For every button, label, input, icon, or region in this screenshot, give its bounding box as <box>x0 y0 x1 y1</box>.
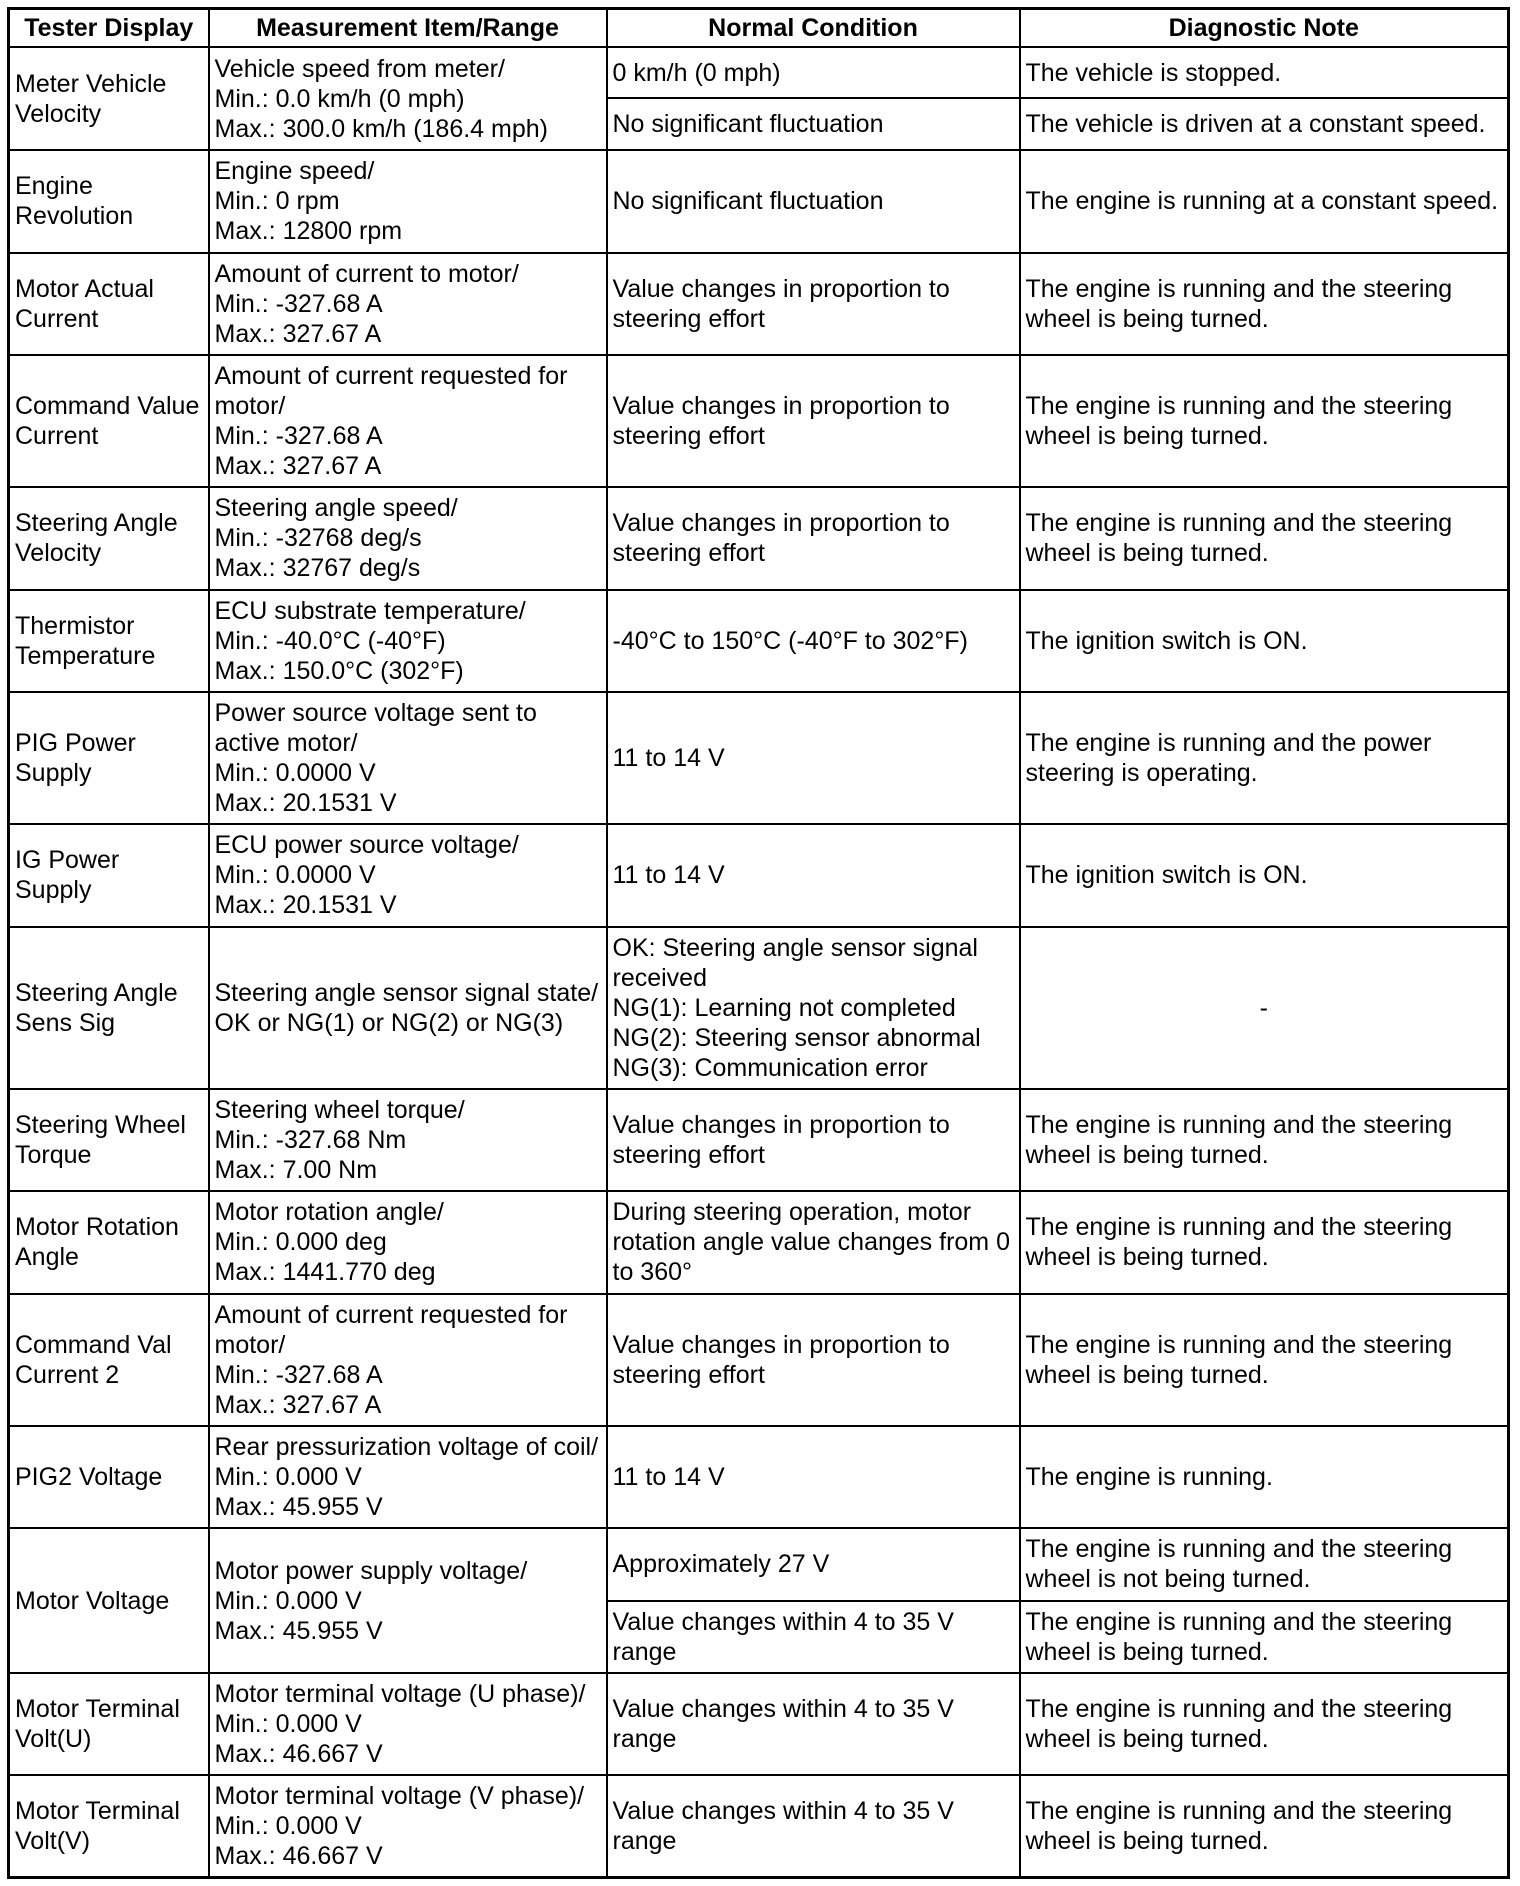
normal-condition-cell: Value changes within 4 to 35 V range <box>607 1601 1020 1673</box>
table-body <box>9 47 1509 1878</box>
measurement-item-cell: Power source voltage sent to active motor/ Min.: 0.0000 V Max.: 20.1531 V <box>209 692 607 824</box>
table-row <box>9 253 1509 355</box>
header-diagnostic-note: Diagnostic Note <box>1020 9 1509 48</box>
normal-condition-cell: Value changes in proportion to steering effort <box>607 355 1020 487</box>
normal-condition-cell: 11 to 14 V <box>607 692 1020 824</box>
diagnostic-note-cell: The ignition switch is ON. <box>1020 590 1509 692</box>
normal-condition-cell: Value changes in proportion to steering effort <box>607 1089 1020 1191</box>
tester-display-cell: Engine Revolution <box>9 150 209 252</box>
header-normal-condition: Normal Condition <box>607 9 1020 48</box>
diagnostic-note-cell: The engine is running and the steering wheel is being turned. <box>1020 1601 1509 1673</box>
tester-display-cell: IG Power Supply <box>9 824 209 926</box>
measurement-item-cell: Amount of current requested for motor/ Min.: -327.68 A Max.: 327.67 A <box>209 355 607 487</box>
normal-condition-cell: No significant fluctuation <box>607 150 1020 252</box>
normal-condition-cell: Value changes in proportion to steering effort <box>607 1294 1020 1426</box>
tester-display-cell: Steering Angle Sens Sig <box>9 927 209 1089</box>
tester-display-cell: Motor Voltage <box>9 1528 209 1672</box>
measurement-item-cell: Amount of current to motor/ Min.: -327.68 A Max.: 327.67 A <box>209 253 607 355</box>
measurement-item-cell: ECU power source voltage/ Min.: 0.0000 V Max.: 20.1531 V <box>209 824 607 926</box>
diagnostic-note-cell: The engine is running and the steering wheel is being turned. <box>1020 1775 1509 1877</box>
diagnostic-note-cell: The engine is running and the steering wheel is being turned. <box>1020 1089 1509 1191</box>
table-row <box>9 1775 1509 1877</box>
tester-display-cell: Command Val Current 2 <box>9 1294 209 1426</box>
normal-condition-cell: Value changes within 4 to 35 V range <box>607 1775 1020 1877</box>
tester-display-cell: Command Value Current <box>9 355 209 487</box>
table-row <box>9 692 1509 824</box>
normal-condition-cell: Approximately 27 V <box>607 1528 1020 1600</box>
table-row <box>9 1528 1509 1600</box>
table-row <box>9 355 1509 487</box>
normal-condition-cell: Value changes within 4 to 35 V range <box>607 1673 1020 1775</box>
measurement-item-cell: Amount of current requested for motor/ Min.: -327.68 A Max.: 327.67 A <box>209 1294 607 1426</box>
measurement-item-cell: Vehicle speed from meter/ Min.: 0.0 km/h (0 mph) Max.: 300.0 km/h (186.4 mph) <box>209 47 607 150</box>
tester-display-cell: Steering Wheel Torque <box>9 1089 209 1191</box>
normal-condition-cell: 11 to 14 V <box>607 1426 1020 1528</box>
tester-display-cell: Steering Angle Velocity <box>9 487 209 589</box>
normal-condition-cell: OK: Steering angle sensor signal received NG(1): Learning not completed NG(2): Steering sensor abnormal NG(3): Communication error <box>607 927 1020 1089</box>
header-measurement-item: Measurement Item/Range <box>209 9 607 48</box>
measurement-item-cell: Motor rotation angle/ Min.: 0.000 deg Max.: 1441.770 deg <box>209 1191 607 1293</box>
diagnostic-note-cell: The engine is running and the steering wheel is being turned. <box>1020 487 1509 589</box>
measurement-item-cell: Motor terminal voltage (U phase)/ Min.: 0.000 V Max.: 46.667 V <box>209 1673 607 1775</box>
normal-condition-cell: During steering operation, motor rotation angle value changes from 0 to 360° <box>607 1191 1020 1293</box>
tester-display-cell: Motor Terminal Volt(V) <box>9 1775 209 1877</box>
measurement-item-cell: Steering angle sensor signal state/ OK or NG(1) or NG(2) or NG(3) <box>209 927 607 1089</box>
measurement-item-cell: Rear pressurization voltage of coil/ Min.: 0.000 V Max.: 45.955 V <box>209 1426 607 1528</box>
normal-condition-cell: Value changes in proportion to steering effort <box>607 487 1020 589</box>
measurement-item-cell: Motor power supply voltage/ Min.: 0.000 V Max.: 45.955 V <box>209 1528 607 1672</box>
measurement-item-cell: Steering angle speed/ Min.: -32768 deg/s Max.: 32767 deg/s <box>209 487 607 589</box>
diagnostic-note-cell: The engine is running. <box>1020 1426 1509 1528</box>
table-row <box>9 1426 1509 1528</box>
tester-display-cell: Motor Actual Current <box>9 253 209 355</box>
diagnostic-note-cell: The ignition switch is ON. <box>1020 824 1509 926</box>
diagnostic-note-cell: The engine is running and the power steering is operating. <box>1020 692 1509 824</box>
tester-display-cell: Thermistor Temperature <box>9 590 209 692</box>
tester-display-cell: PIG2 Voltage <box>9 1426 209 1528</box>
table-row <box>9 1191 1509 1293</box>
diagnostic-note-cell: The engine is running and the steering wheel is being turned. <box>1020 1673 1509 1775</box>
header-tester-display: Tester Display <box>9 9 209 48</box>
normal-condition-cell: Value changes in proportion to steering effort <box>607 253 1020 355</box>
diagnostic-note-cell: The vehicle is stopped. <box>1020 47 1509 98</box>
header-row <box>9 9 1509 48</box>
table-row <box>9 824 1509 926</box>
diagnostic-note-cell: The engine is running at a constant speed. <box>1020 150 1509 252</box>
diagnostic-note-cell: The engine is running and the steering wheel is being turned. <box>1020 355 1509 487</box>
normal-condition-cell: 11 to 14 V <box>607 824 1020 926</box>
diagnostic-note-cell: The engine is running and the steering wheel is being turned. <box>1020 253 1509 355</box>
measurement-item-cell: Motor terminal voltage (V phase)/ Min.: 0.000 V Max.: 46.667 V <box>209 1775 607 1877</box>
diagnostic-note-cell: The engine is running and the steering wheel is being turned. <box>1020 1191 1509 1293</box>
table-row <box>9 590 1509 692</box>
tester-display-cell: Motor Terminal Volt(U) <box>9 1673 209 1775</box>
table-row <box>9 150 1509 252</box>
tester-display-cell: Meter Vehicle Velocity <box>9 47 209 150</box>
diagnostic-note-cell: The engine is running and the steering wheel is being turned. <box>1020 1294 1509 1426</box>
tester-display-cell: PIG Power Supply <box>9 692 209 824</box>
table-row <box>9 487 1509 589</box>
diagnostic-note-cell: The vehicle is driven at a constant speed. <box>1020 98 1509 150</box>
measurement-item-cell: Engine speed/ Min.: 0 rpm Max.: 12800 rpm <box>209 150 607 252</box>
table-row <box>9 1294 1509 1426</box>
measurement-item-cell: ECU substrate temperature/ Min.: -40.0°C (-40°F) Max.: 150.0°C (302°F) <box>209 590 607 692</box>
table-row <box>9 927 1509 1089</box>
diagnostic-note-cell: The engine is running and the steering wheel is not being turned. <box>1020 1528 1509 1600</box>
table-row <box>9 1089 1509 1191</box>
measurement-item-cell: Steering wheel torque/ Min.: -327.68 Nm Max.: 7.00 Nm <box>209 1089 607 1191</box>
normal-condition-cell: No significant fluctuation <box>607 98 1020 150</box>
normal-condition-cell: -40°C to 150°C (-40°F to 302°F) <box>607 590 1020 692</box>
normal-condition-cell: 0 km/h (0 mph) <box>607 47 1020 98</box>
table-row <box>9 1673 1509 1775</box>
data-list-table <box>7 7 1510 1879</box>
table-row <box>9 47 1509 98</box>
diagnostic-note-cell: - <box>1020 927 1509 1089</box>
tester-display-cell: Motor Rotation Angle <box>9 1191 209 1293</box>
